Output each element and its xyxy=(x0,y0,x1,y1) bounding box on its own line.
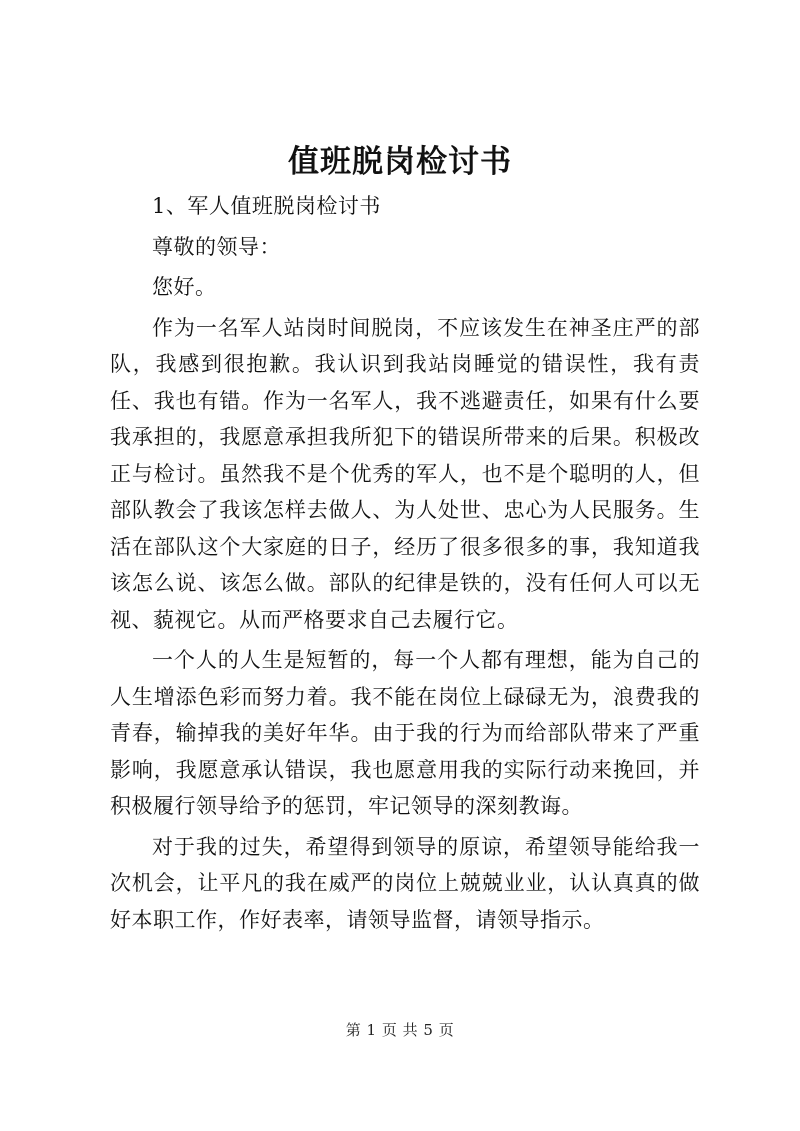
body-paragraph: 作为一名军人站岗时间脱岗，不应该发生在神圣庄严的部队，我感到很抱歉。我认识到我站岗睡觉的错误性，我有责任、我也有错。作为一名军人，我不逃避责任，如果有什么要我承担的，我愿意承担我所犯下的错误所带来的后果。积极改正与检讨。虽然我不是个优秀的军人，也不是个聪明的人，但部队教会了我该怎样去做人、为人处世、忠心为人民服务。生活在部队这个大家庭的日子，经历了很多很多的事，我知道我该怎么说、该怎么做。部队的纪律是铁的，没有任何人可以无视、藐视它。从而严格要求自己去履行它。 xyxy=(110,315,700,632)
body-paragraph: 一个人的人生是短暂的，每一个人都有理想，能为自己的人生增添色彩而努力着。我不能在岗位上碌碌无为，浪费我的青春，输掉我的美好年华。由于我的行为而给部队带来了严重影响，我愿意承认错误，我也愿意用我的实际行动来挽回，并积极履行领导给予的惩罚，牢记领导的深刻教诲。 xyxy=(110,648,700,818)
section-heading: 1、军人值班脱岗检讨书 xyxy=(152,194,381,218)
salutation: 尊敬的领导： xyxy=(152,234,281,259)
page-number-footer: 第 1 页 共 5 页 xyxy=(345,1021,455,1039)
body-paragraph: 对于我的过失，希望得到领导的原谅，希望领导能给我一次机会，让平凡的我在威严的岗位上兢兢业业，认认真真的做好本职工作，作好表率，请领导监督，请领导指示。 xyxy=(110,834,700,932)
greeting: 您好。 xyxy=(152,275,217,299)
document-body xyxy=(110,188,700,938)
document-title: 值班脱岗检讨书 xyxy=(288,144,512,180)
